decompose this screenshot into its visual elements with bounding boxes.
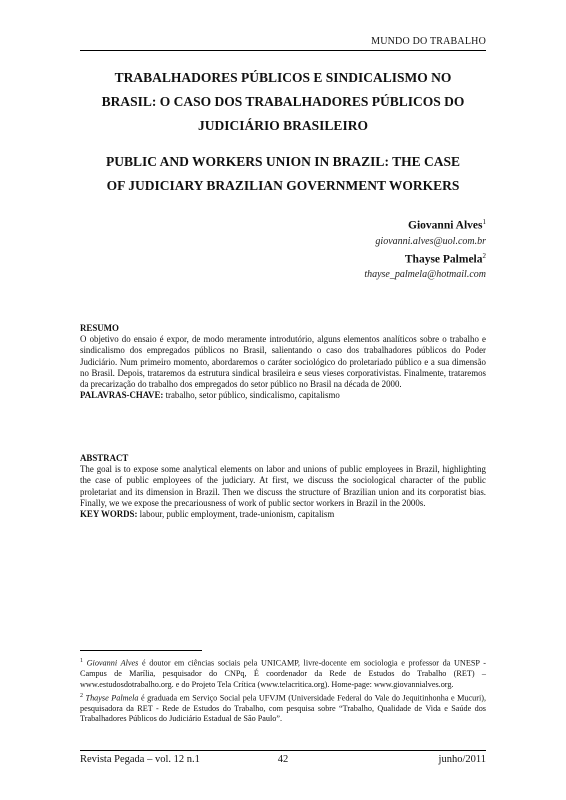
- footnote-author: Giovanni Alves: [86, 658, 139, 668]
- header-rule: [80, 50, 486, 51]
- issue-date: junho/2011: [438, 754, 486, 765]
- author-block: [364, 215, 486, 282]
- footnote-marker: 2: [80, 692, 83, 699]
- keywords-text: labour, public employment, trade-unionism, capitalism: [137, 509, 335, 520]
- footnote-text: é doutor em ciências sociais pela UNICAMP, livre-docente em sociologia e professor da UNESP - Campus de Marília, pesquisador do CNPq, É coordenador da Rede de Estudos do Trabalho (RET) – www.estudosdotrabalho.org. e do Projeto Tela Crítica (www.telacritica.org). Home-page: www.giovannialves.org.: [80, 658, 486, 689]
- title-pt-line: JUDICIÁRIO BRASILEIRO: [198, 118, 368, 133]
- footnotes: [80, 656, 486, 725]
- author-1: [364, 215, 486, 234]
- keywords-label: PALAVRAS-CHAVE:: [80, 390, 164, 401]
- footnote-marker: 1: [482, 218, 486, 226]
- abstract-heading: ABSTRACT: [80, 453, 129, 463]
- resumo-body: O objetivo do ensaio é expor, de modo meramente introdutório, alguns elementos analíticos sobre o trabalho e sindicalismo dos empregados públicos no Brasil, salientando o caso dos trabalhadores públicos do Poder Judiciário. Num primeiro momento, abordaremos o caráter sociológico do proletariado público e a sua dimensão no Brasil. Depois, trataremos da estrutura sindical brasileira e seus vieses corporativistas. Finalmente, trataremos da precarização do trabalho dos empregados do setor público no Brasil na década de 2000.: [80, 334, 486, 390]
- title-pt-line: TRABALHADORES PÚBLICOS E SINDICALISMO NO: [114, 70, 452, 85]
- title-pt-line: BRASIL: O CASO DOS TRABALHADORES PÚBLICOS DO: [101, 94, 465, 109]
- running-head: MUNDO DO TRABALHO: [371, 36, 486, 47]
- keywords-text: trabalho, setor público, sindicalismo, capitalismo: [163, 390, 340, 401]
- footnote-rule: [80, 650, 202, 651]
- author-name: Thayse Palmela: [404, 253, 483, 266]
- page-number: 42: [277, 754, 289, 765]
- title-portuguese: [80, 66, 486, 138]
- journal-name: Revista Pegada – vol. 12 n.1: [80, 754, 200, 765]
- title-en-line: PUBLIC AND WORKERS UNION IN BRAZIL: THE CASE: [106, 154, 460, 169]
- author-email: giovanni.alves@uol.com.br: [375, 235, 486, 247]
- title-english: [80, 150, 486, 198]
- footnote-1: [80, 656, 486, 691]
- keywords-label: KEY WORDS:: [80, 509, 138, 520]
- footnote-author: Thayse Palmela: [85, 693, 139, 703]
- footnote-text: é graduada em Serviço Social pela UFVJM (Universidade Federal do Vale do Jequitinhonha e Mucuri), pesquisadora da RET - Rede de Estudos do Trabalho, com pesquisa sobre “Trabalho, Qualidade de Vida e Saúde dos Trabalhadores Públicos do Judiciário Estadual de São Paulo”.: [80, 693, 486, 724]
- resumo-heading: RESUMO: [80, 323, 119, 333]
- abstract-body: The goal is to expose some analytical elements on labor and unions of public employees in Brazil, highlighting the case of public employees of the judiciary. At first, we discuss the sociological character of the public proletariat and its dimension in Brazil. Then we discuss the structure of Brazilian union and its corporatist bias. Finally, we we expose the precariousness of work of public sector workers in Brazil in the 2000s.: [80, 464, 486, 508]
- footnote-marker: 1: [80, 658, 83, 664]
- resumo-keywords: [80, 390, 486, 401]
- author-2: [364, 249, 486, 268]
- abstract-section: [80, 453, 486, 520]
- author-email: thayse_palmela@hotmail.com: [364, 269, 486, 281]
- footnote-2: [80, 691, 486, 726]
- title-en-line: OF JUDICIARY BRAZILIAN GOVERNMENT WORKERS: [106, 178, 460, 193]
- author-name: Giovanni Alves: [408, 219, 483, 232]
- resumo-section: [80, 323, 486, 401]
- abstract-keywords: [80, 509, 486, 520]
- footnote-marker: 2: [482, 251, 486, 260]
- footer-rule: [80, 750, 486, 751]
